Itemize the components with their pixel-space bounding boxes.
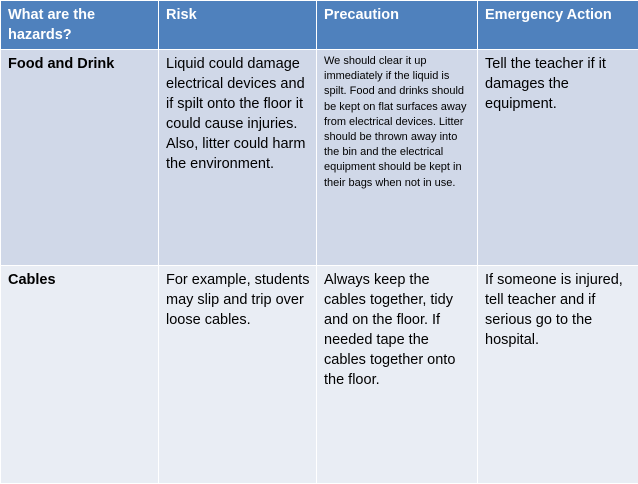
table-body <box>1 50 638 484</box>
hazard-cell: Food and Drink <box>1 50 159 266</box>
emergency-action-cell: If someone is injured, tell teacher and if serious go to the hospital. <box>478 266 638 484</box>
risk-cell: For example, students may slip and trip over loose cables. <box>159 266 317 484</box>
header-emergency-action: Emergency Action <box>478 1 638 50</box>
precaution-cell: We should clear it up immediately if the liquid is spilt. Food and drinks should be kept on flat surfaces away from electrical devices. Litter should be thrown away into the bin and the electrical equipment should be kept in their bags when not in use. <box>317 50 478 266</box>
precaution-cell: Always keep the cables together, tidy and on the floor. If needed tape the cables together onto the floor. <box>317 266 478 484</box>
header-precaution: Precaution <box>317 1 478 50</box>
hazard-cell: Cables <box>1 266 159 484</box>
table-header <box>1 1 638 50</box>
table-row <box>1 266 638 484</box>
header-hazards: What are the hazards? <box>1 1 159 50</box>
table-row <box>1 50 638 266</box>
header-risk: Risk <box>159 1 317 50</box>
emergency-action-cell: Tell the teacher if it damages the equipment. <box>478 50 638 266</box>
header-row <box>1 1 638 50</box>
risk-cell: Liquid could damage electrical devices and if spilt onto the floor it could cause injuries. Also, litter could harm the environment. <box>159 50 317 266</box>
